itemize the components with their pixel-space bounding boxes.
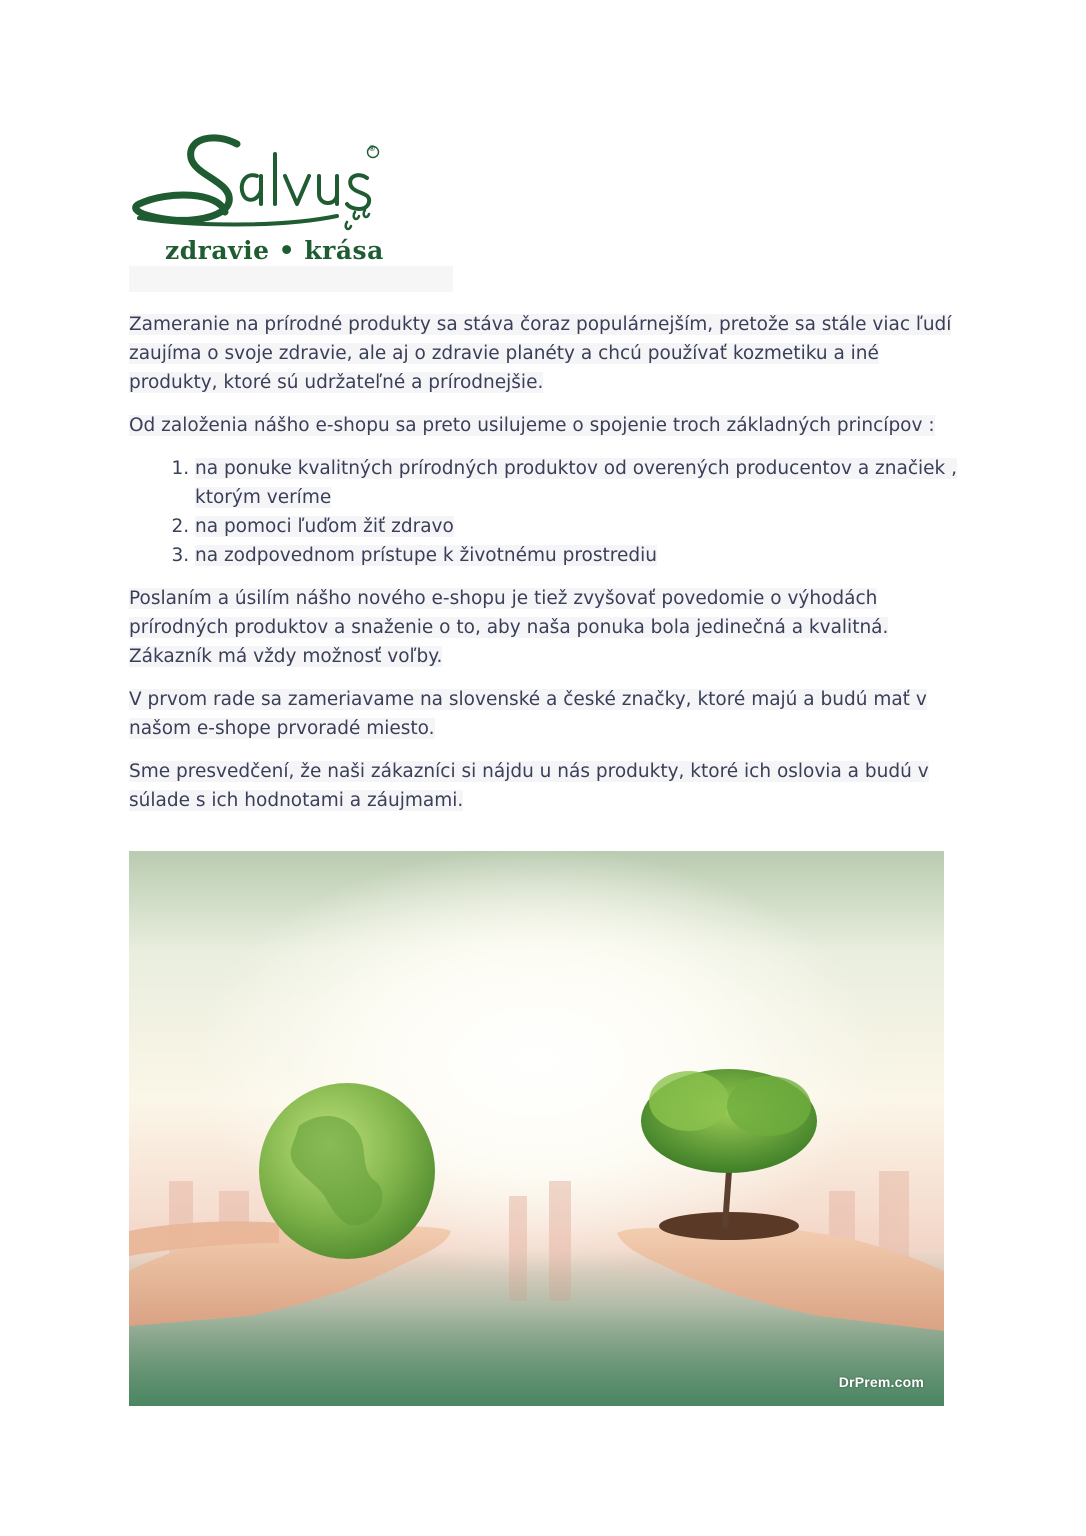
hero-illustration xyxy=(129,851,944,1406)
focus-text: V prvom rade sa zameriavame na slovenské a české značky, ktoré majú a budú mať v našom e-shope prvoradé miesto. xyxy=(129,689,927,739)
mission-text: Poslaním a úsilím nášho nového e-shopu je tiež zvyšovať povedomie o výhodách prírodných produktov a snaženie o to, aby naša ponuka bola jedinečná a kvalitná. Zákazník má vždy možnosť voľby. xyxy=(129,588,889,667)
intro-text: Zameranie na prírodné produkty sa stáva čoraz populárnejším, pretože sa stále viac ľudí zaujíma o svoje zdravie, ale aj o zdravie planéty a chcú používať kozmetiku a iné produkty, ktoré sú udržateľné a prírodnejšie. xyxy=(129,314,952,393)
principles-list xyxy=(129,454,959,570)
closing-text: Sme presvedčení, že naši zákazníci si nájdu u nás produkty, ktoré ich oslovia a budú v súlade s ich hodnotami a záujmami. xyxy=(129,761,929,811)
logo-tagline: zdravie • krása xyxy=(165,236,384,265)
salvus-logo-mark xyxy=(129,132,453,242)
focus-paragraph xyxy=(129,685,959,743)
about-text xyxy=(129,310,959,829)
intro-paragraph xyxy=(129,310,959,397)
logo-underlay xyxy=(129,266,453,292)
list-item xyxy=(195,454,959,512)
hero-image-hands-globe-tree xyxy=(129,851,944,1406)
list-item xyxy=(195,541,959,570)
principles-intro-paragraph xyxy=(129,411,959,440)
principle-3-text: na zodpovednom prístupe k životnému prostrediu xyxy=(195,545,657,566)
image-watermark: DrPrem.com xyxy=(838,1374,924,1390)
principle-1-text: na ponuke kvalitných prírodných produktov od overených producentov a značiek , ktorým veríme xyxy=(195,458,957,508)
salvus-logo xyxy=(129,132,453,293)
list-item xyxy=(195,512,959,541)
mission-paragraph xyxy=(129,584,959,671)
registered-mark: ® xyxy=(369,144,375,153)
principle-2-text: na pomoci ľuďom žiť zdravo xyxy=(195,516,454,537)
closing-paragraph xyxy=(129,757,959,815)
principles-intro-text: Od založenia nášho e-shopu sa preto usilujeme o spojenie troch základných princípov : xyxy=(129,415,935,436)
